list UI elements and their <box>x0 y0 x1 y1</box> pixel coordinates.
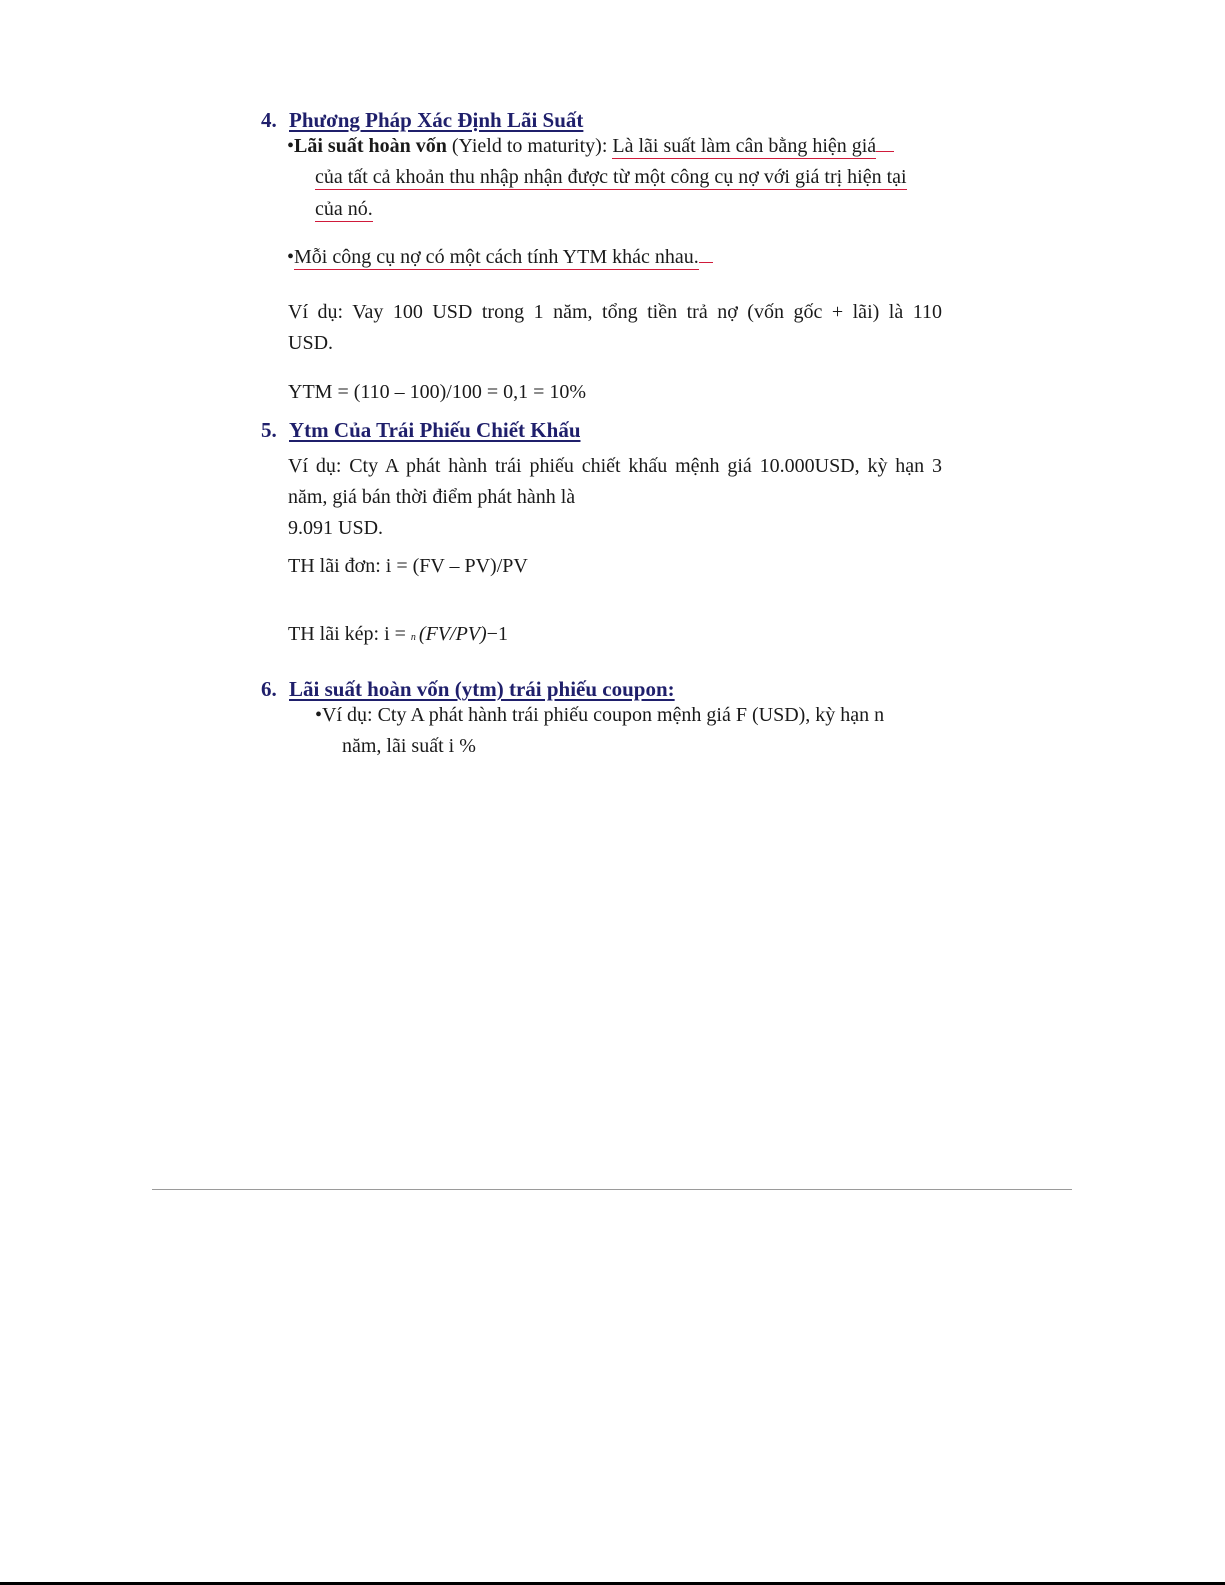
discount-example-line-2: năm, giá bán thời điểm phát hành là <box>288 486 576 508</box>
compound-expression: (FV/PV) <box>418 623 487 645</box>
section-title: Phương Pháp Xác Định Lãi Suất <box>289 108 584 132</box>
bullet-icon: • <box>315 704 323 726</box>
discount-example-line-3: 9.091 USD. <box>288 517 384 539</box>
simple-interest-formula: TH lãi đơn: i = (FV – PV)/PV <box>288 555 528 577</box>
section-heading-4 <box>261 108 583 133</box>
bullet-ytm-definition <box>287 135 894 158</box>
section-number: 4. <box>261 108 277 132</box>
definition-line-3 <box>315 198 373 221</box>
term-paren: (Yield to maturity): <box>446 135 613 157</box>
bullet-icon: • <box>287 246 295 268</box>
coupon-example-text-1: Ví dụ: Cty A phát hành trái phiếu coupon mệnh giá F (USD), kỳ hạn n <box>322 704 885 726</box>
section-title: Ytm Của Trái Phiếu Chiết Khấu <box>289 418 581 442</box>
section-title: Lãi suất hoàn vốn (ytm) trái phiếu coupon: <box>289 677 675 701</box>
bullet-icon: • <box>287 135 295 157</box>
example-line-2: USD. <box>288 332 334 354</box>
compound-prefix: TH lãi kép: i = <box>288 623 411 645</box>
term-bold: Lãi suất hoàn vốn <box>294 135 447 157</box>
compound-suffix: −1 <box>486 623 508 645</box>
definition-text-3: của nó. <box>315 198 373 220</box>
ytm-formula: YTM = (110 – 100)/100 = 0,1 = 10% <box>288 381 587 403</box>
definition-text-2: của tất cả khoản thu nhập nhận được từ một công cụ nợ với giá trị hiện tại <box>315 166 907 188</box>
coupon-example-line-2: năm, lãi suất i % <box>342 735 476 757</box>
example-line-1: Ví dụ: Vay 100 USD trong 1 năm, tổng tiền trả nợ (vốn gốc + lãi) là 110 <box>288 301 942 323</box>
section-number: 6. <box>261 677 277 701</box>
page-divider <box>152 1189 1072 1190</box>
section-heading-6 <box>261 677 681 702</box>
bullet-ytm-methods <box>287 246 713 269</box>
bullet-text: Mỗi công cụ nợ có một cách tính YTM khác nhau. <box>294 246 699 268</box>
coupon-example-line-1 <box>315 704 884 727</box>
section-number: 5. <box>261 418 277 442</box>
root-index: n <box>410 632 416 643</box>
definition-line-2 <box>315 166 907 189</box>
section-heading-5 <box>261 418 581 443</box>
discount-example-line-1: Ví dụ: Cty A phát hành trái phiếu chiết khấu mệnh giá 10.000USD, kỳ hạn 3 <box>288 455 942 477</box>
compound-interest-formula <box>288 623 508 646</box>
definition-line-1: Là lãi suất làm cân bằng hiện giá <box>612 135 877 157</box>
